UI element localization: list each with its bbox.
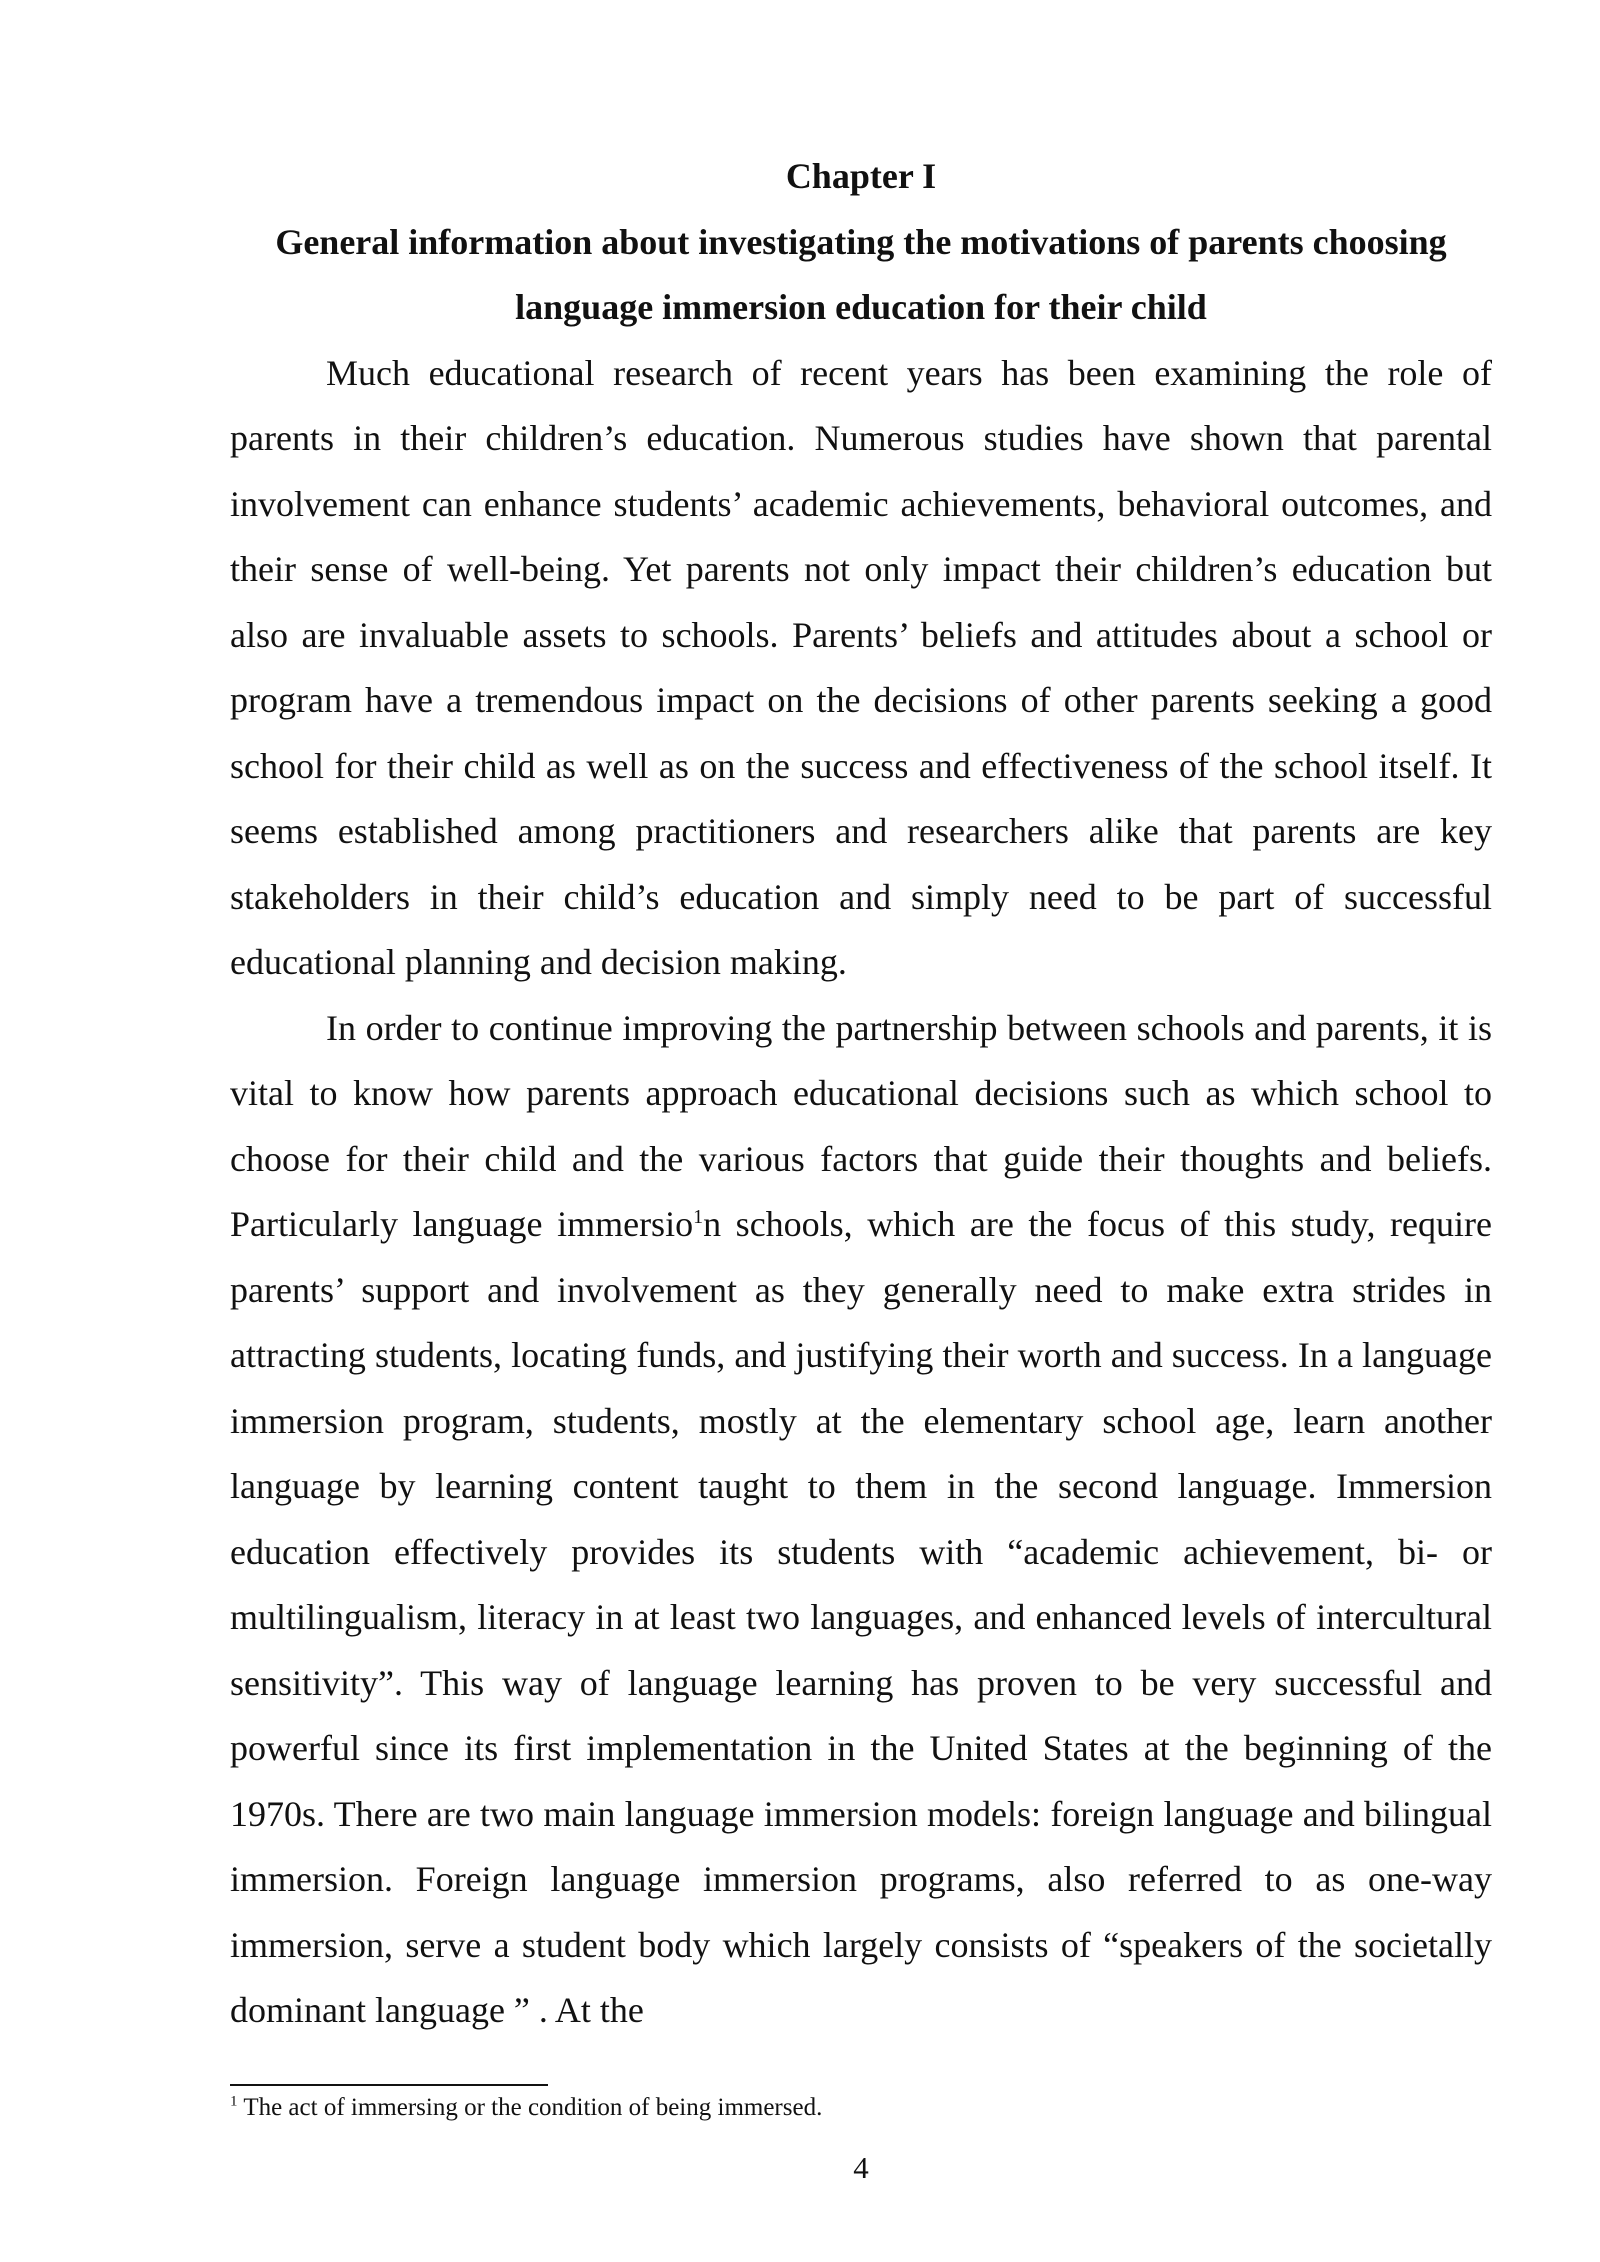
body-text [230, 341, 1492, 2044]
footnote-text: The act of immersing or the condition of being immersed. [243, 2094, 823, 2121]
page-number: 4 [853, 2150, 869, 2185]
footnote-reference[interactable]: 1 [693, 1206, 704, 1228]
paragraph-2-part-1: In order to continue improving the partnership between schools and parents, it is vital to know how parents approach educational decisions such as which school to choose for their child and the various factors that guide their thoughts and beliefs. Particularly language immersio [230, 1007, 1492, 1244]
paragraph-2 [230, 996, 1492, 2044]
paragraph-1: Much educational research of recent years has been examining the role of parents in their children’s education. Numerous studies have shown that parental involvement can enhance students’ academic achievements, behavioral outcomes, and their sense of well-being. Yet parents not only impact their children’s education but also are invaluable assets to schools. Parents’ beliefs and attitudes about a school or program have a tremendous impact on the decisions of other parents seeking a good school for their child as well as on the success and effectiveness of the school itself. It seems established among practitioners and researchers alike that parents are key stakeholders in their child’s education and simply need to be part of successful educational planning and decision making. [230, 352, 1492, 982]
footnote-marker: 1 [230, 2093, 238, 2110]
footnote-separator [230, 2084, 548, 2086]
footnote [230, 2092, 1492, 2124]
chapter-heading: Chapter I [785, 156, 937, 196]
chapter-title: General information about investigating the motivations of parents choosing language immersion education for their child [275, 221, 1447, 327]
paragraph-2-part-2: n schools, which are the focus of this study, require parents’ support and involvement as they generally need to make extra strides in attracting students, locating funds, and justifying their worth and success. In a language immersion program, students, mostly at the elementary school age, learn another language by learning content taught to them in the second language. Immersion education effectively provides its students with “academic achievement, bi- or multilingualism, literacy in at least two languages, and enhanced levels of intercultural sensitivity”. This way of language learning has proven to be very successful and powerful since its first implementation in the United States at the beginning of the 1970s. There are two main language immersion models: foreign language and bilingual immersion. Foreign language immersion programs, also referred to as one-way immersion, serve a student body which largely consists of “speakers of the societally dominant language ” . At the [230, 1204, 1492, 2030]
